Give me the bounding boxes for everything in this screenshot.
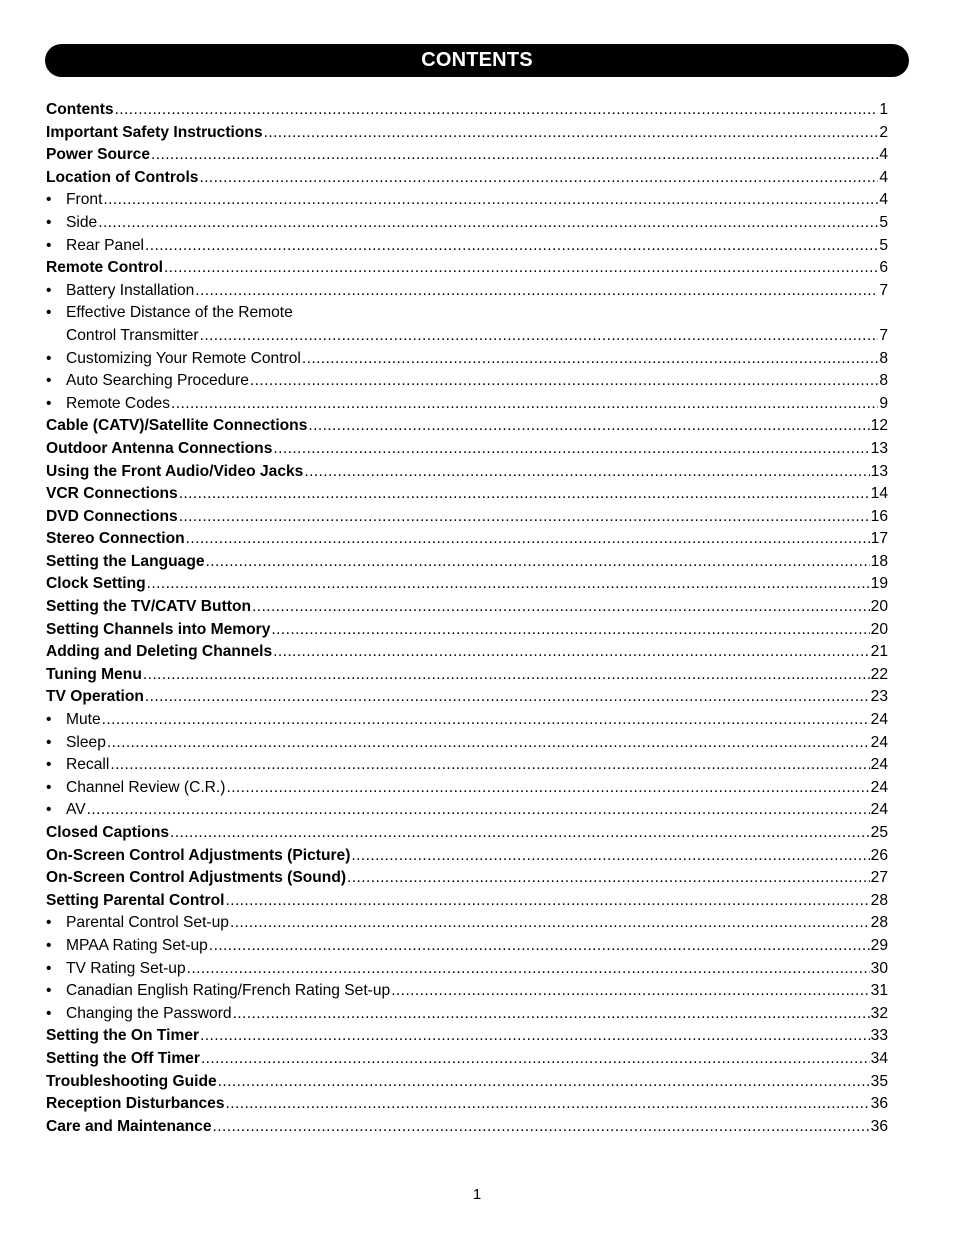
toc-entry-page: 14: [870, 485, 888, 503]
toc-section-entry: [46, 415, 888, 438]
toc-section-entry: [46, 686, 888, 709]
toc-subentry: [46, 777, 888, 800]
toc-entry-page: 6: [879, 259, 888, 277]
toc-subentry: [46, 732, 888, 755]
toc-entry-page: 8: [879, 349, 888, 367]
bullet-icon: •: [46, 394, 52, 412]
dot-leader: [226, 777, 869, 800]
toc-section-entry: [46, 1116, 888, 1139]
toc-section-entry: [46, 438, 888, 461]
bullet-icon: •: [46, 349, 52, 367]
dot-leader: [98, 212, 878, 235]
toc-entry-label: Setting the On Timer: [46, 1027, 200, 1045]
toc-section-entry: [46, 890, 888, 913]
toc-entry-page: 24: [870, 756, 888, 774]
toc-section-entry: [46, 506, 888, 529]
toc-entry-page: 32: [870, 1004, 888, 1022]
toc-subentry: [46, 280, 888, 303]
toc-entry-page: 33: [870, 1027, 888, 1045]
toc-entry-label: Clock Setting: [46, 575, 146, 593]
toc-subentry: [46, 348, 888, 371]
toc-entry-page: 30: [870, 959, 888, 977]
toc-entry-label: Battery Installation: [66, 281, 195, 299]
bullet-icon: •: [46, 733, 52, 751]
toc-entry-label: Front: [66, 191, 103, 209]
toc-section-entry: [46, 1025, 888, 1048]
dot-leader: [200, 1025, 870, 1048]
toc-entry-label: Mute: [66, 711, 101, 729]
toc-entry-label: Remote Codes: [66, 394, 171, 412]
toc-section-entry: [46, 122, 888, 145]
toc-entry-page: 34: [870, 1049, 888, 1067]
toc-entry-label: Auto Searching Procedure: [66, 372, 249, 390]
toc-entry-page: 24: [870, 801, 888, 819]
toc-section-entry: [46, 596, 888, 619]
dot-leader: [187, 958, 870, 981]
toc-entry-label: Recall: [66, 756, 110, 774]
dot-leader: [102, 709, 870, 732]
toc-section-entry: [46, 664, 888, 687]
toc-entry-page: 4: [879, 146, 888, 164]
toc-section-entry: [46, 144, 888, 167]
toc-entry-label: TV Operation: [46, 688, 144, 706]
dot-leader: [218, 1071, 870, 1094]
dot-leader: [110, 754, 869, 777]
toc-entry-page: 36: [870, 1095, 888, 1113]
bullet-icon: •: [46, 1004, 52, 1022]
toc-entry-page: 19: [870, 575, 888, 593]
toc-subentry: [46, 189, 888, 212]
dot-leader: [170, 822, 870, 845]
toc-section-entry: [46, 167, 888, 190]
toc-entry-page: 27: [870, 869, 888, 887]
toc-subentry: [46, 935, 888, 958]
toc-section-entry: [46, 822, 888, 845]
bullet-icon: •: [46, 756, 52, 774]
toc-entry-label: Effective Distance of the Remote: [66, 304, 293, 322]
dot-leader: [87, 799, 870, 822]
toc-entry-label: MPAA Rating Set-up: [66, 936, 208, 954]
bullet-icon: •: [46, 281, 52, 299]
toc-subentry: [46, 980, 888, 1003]
toc-entry-label: On-Screen Control Adjustments (Sound): [46, 869, 347, 887]
toc-entry-label: Channel Review (C.R.): [66, 778, 226, 796]
bullet-icon: •: [46, 191, 52, 209]
toc-entry-label: Care and Maintenance: [46, 1117, 212, 1135]
dot-leader: [145, 235, 878, 258]
dot-leader: [273, 641, 870, 664]
bullet-icon: •: [46, 959, 52, 977]
dot-leader: [230, 912, 870, 935]
dot-leader: [107, 732, 870, 755]
bullet-icon: •: [46, 936, 52, 954]
toc-subentry: [46, 912, 888, 935]
toc-entry-label: Control Transmitter: [66, 326, 199, 344]
bullet-icon: •: [46, 982, 52, 1000]
toc-section-entry: [46, 641, 888, 664]
toc-entry-label: Closed Captions: [46, 824, 170, 841]
toc-section-entry: [46, 1071, 888, 1094]
toc-section-entry: [46, 1048, 888, 1071]
toc-entry-page: 24: [870, 778, 888, 796]
toc-entry-label: Customizing Your Remote Control: [66, 349, 301, 367]
dot-leader: [115, 99, 879, 122]
toc-entry-page: 2: [879, 123, 888, 141]
toc-entry-page: 20: [870, 620, 888, 638]
toc-entry-page: 5: [879, 236, 888, 254]
toc-subentry: [46, 754, 888, 777]
dot-leader: [273, 438, 869, 461]
toc-entry-page: 7: [879, 281, 888, 299]
toc-entry-page: 4: [879, 168, 888, 186]
toc-entry-label: On-Screen Control Adjustments (Picture): [46, 846, 351, 864]
toc-subentry: [46, 370, 888, 393]
toc-entry-label: Important Safety Instructions: [46, 123, 263, 141]
dot-leader: [351, 845, 869, 868]
toc-entry-page: 26: [870, 846, 888, 864]
toc-entry-label: Reception Disturbances: [46, 1095, 225, 1113]
dot-leader: [209, 935, 870, 958]
dot-leader: [151, 144, 878, 167]
dot-leader: [264, 122, 879, 145]
toc-entry-label: Canadian English Rating/French Rating Set-up: [66, 982, 391, 1000]
toc-section-entry: [46, 619, 888, 642]
toc-entry-page: 13: [870, 462, 888, 480]
toc-subentry: [46, 235, 888, 258]
toc-entry-page: 21: [870, 643, 888, 661]
toc-entry-label: Setting Parental Control: [46, 891, 225, 909]
dot-leader: [213, 1116, 870, 1139]
toc-section-entry: [46, 483, 888, 506]
toc-entry-page: 23: [870, 688, 888, 706]
dot-leader: [195, 280, 878, 303]
bullet-icon: •: [46, 236, 52, 254]
toc-entry-label: Setting Channels into Memory: [46, 620, 271, 638]
toc-entry-page: 16: [870, 507, 888, 525]
toc-section-entry: [46, 551, 888, 574]
toc-entry-page: 7: [879, 326, 888, 344]
toc-entry-label: Location of Controls: [46, 168, 199, 186]
dot-leader: [308, 415, 869, 438]
toc-entry-label: Rear Panel: [66, 236, 145, 254]
toc-section-entry: [46, 528, 888, 551]
dot-leader: [302, 348, 878, 371]
toc-entry-label: Setting the Off Timer: [46, 1049, 200, 1067]
toc-section-entry: [46, 461, 888, 484]
bullet-icon: •: [46, 213, 52, 231]
toc-entry-page: 28: [870, 914, 888, 932]
bullet-icon: •: [46, 372, 52, 390]
bullet-icon: •: [46, 778, 52, 796]
toc-entry-label: Remote Control: [46, 259, 163, 277]
dot-leader: [179, 483, 870, 506]
contents-header-bar: [45, 44, 909, 77]
dot-leader: [164, 257, 878, 280]
bullet-icon: •: [46, 711, 52, 729]
toc-entry-page: 35: [870, 1072, 888, 1090]
toc-entry-page: 24: [870, 711, 888, 729]
toc-entry-label: Stereo Connection: [46, 530, 185, 548]
toc-subentry: [46, 325, 888, 348]
table-of-contents: [46, 99, 888, 1138]
dot-leader: [226, 1093, 870, 1116]
dot-leader: [233, 1003, 870, 1026]
toc-entry-page: 12: [870, 417, 888, 435]
toc-entry-label: Tuning Menu: [46, 665, 142, 683]
toc-subentry: [46, 1003, 888, 1026]
dot-leader: [225, 890, 869, 913]
toc-subentry: [46, 302, 888, 325]
toc-subentry: [46, 212, 888, 235]
toc-entry-page: 9: [879, 394, 888, 412]
toc-subentry: [46, 799, 888, 822]
toc-entry-page: 25: [870, 824, 888, 841]
toc-entry-page: 28: [870, 891, 888, 909]
toc-entry-page: 4: [879, 191, 888, 209]
toc-entry-label: Changing the Password: [66, 1004, 232, 1022]
dot-leader: [201, 1048, 870, 1071]
toc-section-entry: [46, 99, 888, 122]
toc-entry-page: 22: [870, 665, 888, 683]
toc-entry-label: Contents: [46, 101, 114, 118]
toc-section-entry: [46, 845, 888, 868]
toc-entry-label: Using the Front Audio/Video Jacks: [46, 462, 304, 480]
toc-entry-label: Side: [66, 213, 98, 231]
toc-entry-page: 13: [870, 439, 888, 457]
dot-leader: [304, 461, 869, 484]
toc-entry-label: AV: [66, 801, 86, 819]
bullet-icon: •: [46, 801, 52, 819]
toc-entry-label: Outdoor Antenna Connections: [46, 439, 273, 457]
toc-entry-label: Parental Control Set-up: [66, 914, 229, 932]
toc-entry-label: DVD Connections: [46, 507, 178, 525]
toc-section-entry: [46, 573, 888, 596]
page-title: CONTENTS: [421, 49, 533, 71]
toc-section-entry: [46, 867, 888, 890]
page-number: 1: [472, 1186, 482, 1203]
dot-leader: [252, 596, 870, 619]
toc-subentry: [46, 393, 888, 416]
dot-leader: [199, 167, 878, 190]
dot-leader: [200, 325, 879, 348]
dot-leader: [250, 370, 878, 393]
toc-entry-page: 36: [870, 1117, 888, 1135]
bullet-icon: •: [46, 304, 52, 322]
toc-entry-label: Troubleshooting Guide: [46, 1072, 217, 1090]
toc-entry-label: Sleep: [66, 733, 106, 751]
dot-leader: [179, 506, 870, 529]
toc-entry-label: Power Source: [46, 146, 150, 164]
toc-entry-label: Setting the Language: [46, 552, 205, 570]
toc-entry-page: 20: [870, 598, 888, 616]
dot-leader: [145, 686, 870, 709]
toc-entry-label: Setting the TV/CATV Button: [46, 598, 252, 616]
dot-leader: [391, 980, 869, 1003]
toc-entry-label: Cable (CATV)/Satellite Connections: [46, 417, 308, 435]
dot-leader: [171, 393, 878, 416]
bullet-icon: •: [46, 914, 52, 932]
dot-leader: [103, 189, 878, 212]
toc-subentry: [46, 958, 888, 981]
toc-entry-page: 24: [870, 733, 888, 751]
toc-subentry: [46, 709, 888, 732]
dot-leader: [271, 619, 869, 642]
dot-leader: [186, 528, 870, 551]
dot-leader: [143, 664, 870, 687]
toc-entry-page: 1: [879, 101, 888, 118]
toc-section-entry: [46, 1093, 888, 1116]
toc-entry-page: 5: [879, 213, 888, 231]
toc-entry-page: 18: [870, 552, 888, 570]
toc-entry-label: TV Rating Set-up: [66, 959, 186, 977]
toc-entry-label: Adding and Deleting Channels: [46, 643, 273, 661]
toc-entry-page: 31: [870, 982, 888, 1000]
dot-leader: [147, 573, 870, 596]
toc-entry-label: VCR Connections: [46, 485, 178, 503]
dot-leader: [347, 867, 870, 890]
toc-entry-page: 29: [870, 936, 888, 954]
toc-entry-page: 8: [879, 372, 888, 390]
dot-leader: [206, 551, 870, 574]
toc-entry-page: 17: [870, 530, 888, 548]
toc-section-entry: [46, 257, 888, 280]
